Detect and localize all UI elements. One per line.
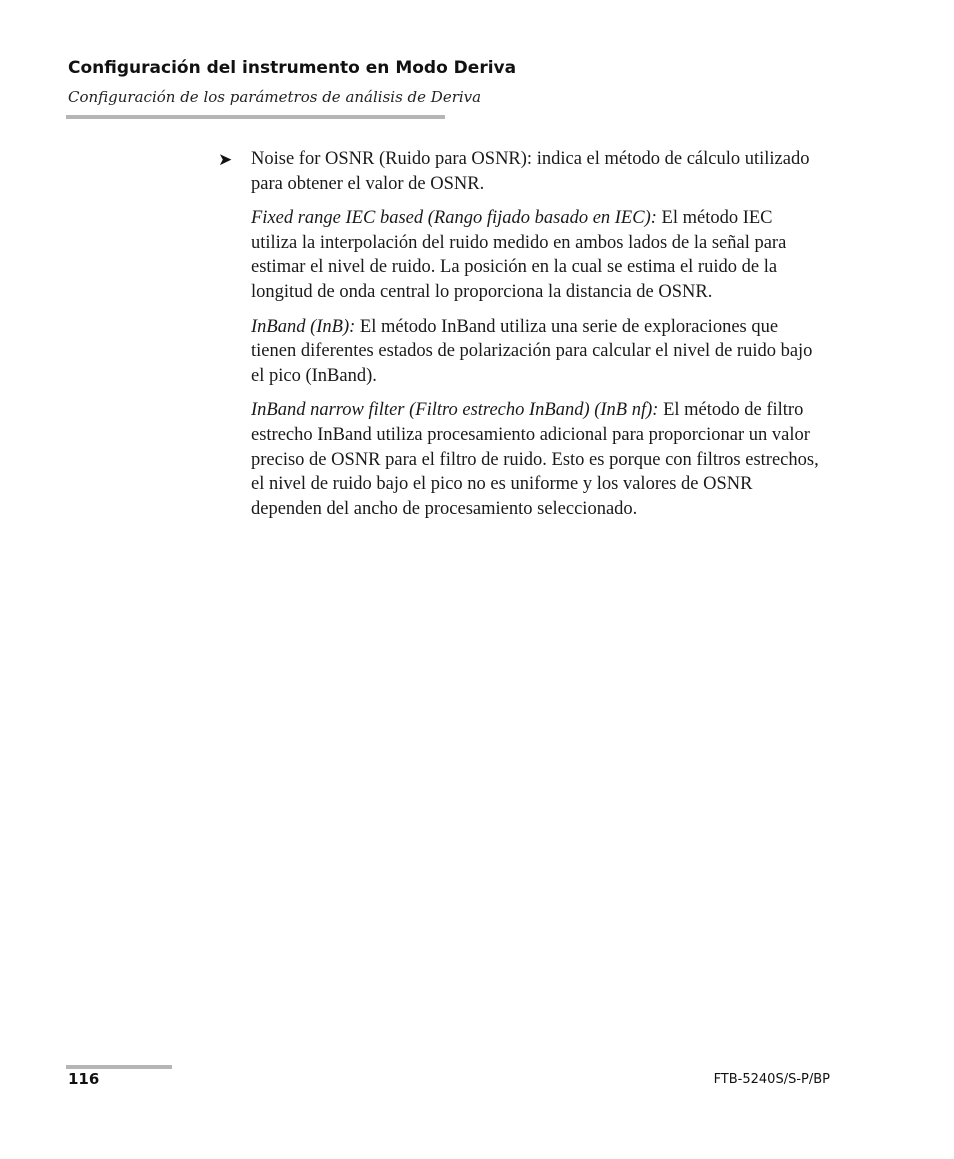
option-term: InBand narrow filter (Filtro estrecho InBand) (InB nf): [251, 400, 659, 421]
page-number: 116 [68, 1070, 100, 1088]
bullet-item [218, 147, 823, 196]
option-description: El método IEC utiliza la interpolación del ruido medido en ambos lados de la señal para estimar el nivel de ruido. La posición en la cual se estima el ruido de la longitud de onda central lo proporciona la distancia de OSNR. [251, 208, 787, 302]
option-paragraph-inband [251, 315, 823, 389]
header-divider [66, 115, 445, 119]
bullet-text: Noise for OSNR (Ruido para OSNR): indica el método de cálculo utilizado para obtener el valor de OSNR. [251, 149, 810, 194]
option-paragraph-iec [251, 206, 823, 304]
main-content [218, 147, 823, 531]
footer-divider [66, 1065, 172, 1069]
option-description: El método InBand utiliza una serie de exploraciones que tienen diferentes estados de polarización para calcular el nivel de ruido bajo el pico (InBand). [251, 316, 813, 386]
option-paragraph-inband-nf [251, 398, 823, 521]
option-term: Fixed range IEC based (Rango fijado basado en IEC): [251, 208, 657, 229]
chapter-title: Configuración del instrumento en Modo Deriva [68, 58, 517, 78]
product-code: FTB-5240S/S-P/BP [713, 1072, 830, 1087]
section-subtitle: Configuración de los parámetros de análisis de Deriva [68, 88, 482, 106]
arrowhead-bullet-icon: ➤ [218, 150, 233, 170]
option-description: El método de filtro estrecho InBand utiliza procesamiento adicional para proporcionar un valor preciso de OSNR para el filtro de ruido. Esto es porque con filtros estrechos, el nivel de ruido bajo el pico no es uniforme y los valores de OSNR dependen del ancho de procesamiento seleccionado. [251, 400, 819, 519]
option-term: InBand (InB): [251, 316, 356, 337]
